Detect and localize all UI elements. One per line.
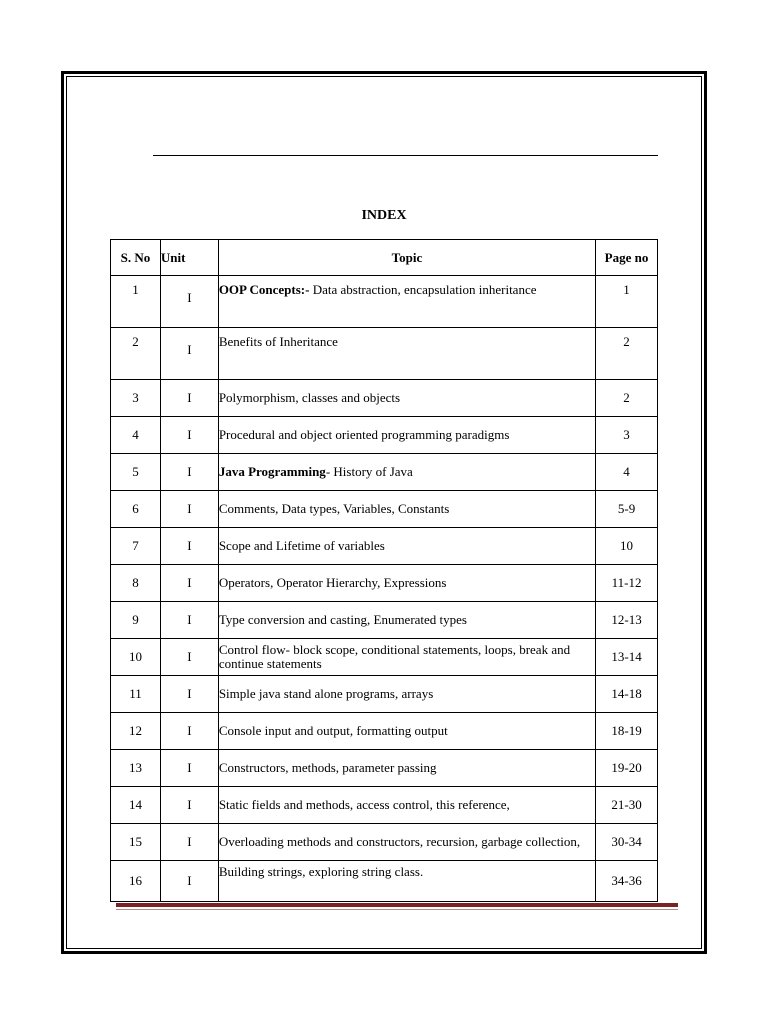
row-unit: I	[160, 602, 218, 639]
row-page: 11-12	[596, 565, 658, 602]
row-topic-lead: Java Programming	[218, 464, 326, 479]
row-unit: I	[160, 491, 218, 528]
row-page: 1	[596, 276, 658, 328]
row-topic-text: - History of Java	[325, 464, 413, 479]
table-row	[111, 861, 658, 902]
row-sno: 15	[111, 824, 161, 861]
header-topic: Topic	[218, 240, 595, 276]
row-page: 21-30	[596, 787, 658, 824]
row-sno: 12	[111, 713, 161, 750]
row-unit: I	[160, 328, 218, 380]
row-page: 12-13	[596, 602, 658, 639]
row-unit: I	[160, 824, 218, 861]
row-topic-lead: OOP Concepts:-	[218, 282, 310, 297]
row-topic: Control flow- block scope, conditional statements, loops, break and continue statements	[218, 639, 595, 676]
row-sno: 6	[111, 491, 161, 528]
row-sno: 14	[111, 787, 161, 824]
header-page: Page no	[596, 240, 658, 276]
row-page: 4	[596, 454, 658, 491]
row-sno: 4	[111, 417, 161, 454]
row-topic: Static fields and methods, access control, this reference,	[218, 787, 595, 824]
row-page: 34-36	[596, 861, 658, 902]
row-sno: 3	[111, 380, 161, 417]
table-row	[111, 787, 658, 824]
row-page: 10	[596, 528, 658, 565]
row-unit: I	[160, 861, 218, 902]
row-unit: I	[160, 417, 218, 454]
header-unit: Unit	[160, 240, 218, 276]
table-row	[111, 750, 658, 787]
row-unit: I	[160, 276, 218, 328]
row-topic: Comments, Data types, Variables, Constants	[218, 491, 595, 528]
row-topic: Overloading methods and constructors, recursion, garbage collection,	[218, 824, 595, 861]
row-topic	[218, 276, 595, 328]
row-sno: 10	[111, 639, 161, 676]
row-sno: 8	[111, 565, 161, 602]
table-row	[111, 328, 658, 380]
header-rule	[153, 155, 658, 156]
row-page: 18-19	[596, 713, 658, 750]
table-header-row	[111, 240, 658, 276]
row-page: 2	[596, 328, 658, 380]
header-sno: S. No	[111, 240, 161, 276]
row-sno: 7	[111, 528, 161, 565]
table-row	[111, 676, 658, 713]
row-topic: Scope and Lifetime of variables	[218, 528, 595, 565]
table-row	[111, 528, 658, 565]
row-page: 5-9	[596, 491, 658, 528]
row-sno: 11	[111, 676, 161, 713]
row-sno: 2	[111, 328, 161, 380]
row-unit: I	[160, 639, 218, 676]
row-page: 13-14	[596, 639, 658, 676]
row-unit: I	[160, 787, 218, 824]
row-topic	[218, 454, 595, 491]
row-page: 14-18	[596, 676, 658, 713]
table-row	[111, 380, 658, 417]
table-row	[111, 454, 658, 491]
row-sno: 16	[111, 861, 161, 902]
row-unit: I	[160, 713, 218, 750]
row-topic: Polymorphism, classes and objects	[218, 380, 595, 417]
row-topic: Simple java stand alone programs, arrays	[218, 676, 595, 713]
row-page: 2	[596, 380, 658, 417]
row-unit: I	[160, 528, 218, 565]
table-row	[111, 491, 658, 528]
index-table	[110, 239, 658, 902]
row-sno: 9	[111, 602, 161, 639]
row-unit: I	[160, 380, 218, 417]
table-row	[111, 824, 658, 861]
row-sno: 1	[111, 276, 161, 328]
table-row	[111, 565, 658, 602]
row-topic: Procedural and object oriented programming paradigms	[218, 417, 595, 454]
row-topic: Console input and output, formatting output	[218, 713, 595, 750]
row-unit: I	[160, 454, 218, 491]
row-unit: I	[160, 565, 218, 602]
table-row	[111, 417, 658, 454]
row-unit: I	[160, 676, 218, 713]
row-page: 3	[596, 417, 658, 454]
row-topic: Type conversion and casting, Enumerated types	[218, 602, 595, 639]
table-row	[111, 639, 658, 676]
row-topic-text: Data abstraction, encapsulation inheritance	[309, 282, 537, 297]
row-topic: Operators, Operator Hierarchy, Expressions	[218, 565, 595, 602]
row-sno: 5	[111, 454, 161, 491]
index-title: INDEX	[361, 208, 407, 223]
table-row	[111, 276, 658, 328]
row-topic: Constructors, methods, parameter passing	[218, 750, 595, 787]
row-page: 30-34	[596, 824, 658, 861]
row-page: 19-20	[596, 750, 658, 787]
row-sno: 13	[111, 750, 161, 787]
table-row	[111, 713, 658, 750]
table-row	[111, 602, 658, 639]
footer-rule	[116, 903, 678, 907]
row-topic: Building strings, exploring string class.	[218, 861, 595, 902]
row-topic: Benefits of Inheritance	[218, 328, 595, 380]
row-unit: I	[160, 750, 218, 787]
